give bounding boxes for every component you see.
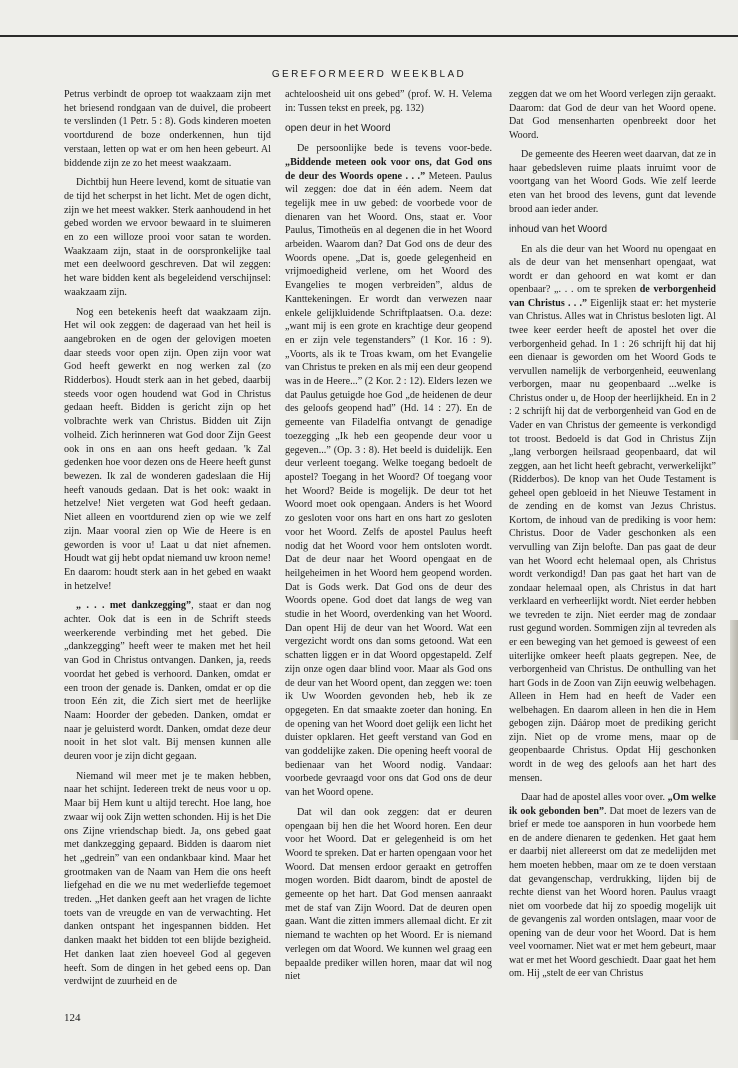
bold-quote: „Biddende meteen ook voor ons, dat God ons de deur des Woords opene . . .” bbox=[285, 156, 492, 182]
paragraph: De gemeente des Heeren weet daarvan, dat ze in haar gebedsleven ruime plaats inruimt voor de voortgang van het Woord Gods. Wie zelf leerde eten van het brood des levens, gunt dat levende brood aan ieder ander. bbox=[509, 149, 716, 215]
section-heading: inhoud van het Woord bbox=[509, 224, 608, 236]
paragraph-text: . Dat moet de lezers van de brief er mede toe aansporen in hun voorbede hem en de andere dienaren te gedenken. Het gaat hem er daarbij niet allereerst om dat ze medelijden met hem moeten hebben, maar om ze te doen verstaan dat gevangenschap, verdrukking, lijden bij de rechte dienst van het Woord horen. Paulus vraagt niet om voorbede dat hij zo spoedig mogelijk uit de gevangenis zal worden ontslagen, maar voor de opening van de deur voor het Woord. Dat is hem veel voornamer. Niet wat er met hem gebeurt, maar wat er met het Woord geschiedt. Daar gaat het hem om. Hij „stelt de eer van Christus bbox=[509, 805, 717, 980]
column-3 bbox=[509, 88, 716, 981]
paragraph bbox=[64, 599, 271, 763]
paragraph-text: Meteen. Paulus wil zeggen: doe dat in één adem. Neem dat tegelijk mee in uw gebed: de voorbede voor de dienaren van het Woord. Ons, staat er. Voor Paulus, Timotheüs en al degenen die in het Woord arbeiden. Waarom dan? Dat God ons de deur des Woords opene. „Dat is, goede gelegenheid en vrijmoedigheid verlene, om het Woord des Evangelies te mogen verbreiden”, aldus de Kanttekeningen. Er wordt dan verwezen naar enkele gelijkluidende Schriftplaatsen. O.a. deze: „want mij is een grote en krachtige deur geopend en er zijn vele tegenstanders” (1 Kor. 16 : 9). „Voorts, als ik te Troas kwam, om het Evangelie van Christus te preken en als mij een deur geopend was in de Heere...” (2 Kor. 2 : 12). Elders lezen we dat Paulus getuigde hoe God „de heidenen de deur des geloofs geopend had” (Hd. 14 : 27). En de gemeente van Filadelfia ontvangt de genadige toezegging „Ik heb een geopende deur voor u gegeven...” (Op. 3 : 8). Het beeld is duidelijk. Een deur verleent toegang. Welke toegang bedoelt de apostel? Toegang in het Woord? Of toegang voor het Woord? Beide is mogelijk. De deur tot het Woord moet ook opengaan. Anders is het Woord zo gesloten voor ons hart en ons hart zo gesloten voor het Woord. Zelfs de apostel Paulus heeft nodig dat het Woord voor hem ontsloten wordt. Dat de deur naar het Woord opengaat en de heilgeheimen in het Woord hem geopend worden. Dat is Gods werk. Dat God ons de deur des Woords opene. God doet dat langs de weg van studie in het Woord, overdenking van het Woord. Dan opent Hij de deur van het Woord. Wat een vergezicht wordt ons dan soms getoond. Wat een schatten liggen er in dat Woord opgestapeld. Zelf zijn onze ogen daar blind voor. Maar als God ons de deur van het Woord opent, dan zeggen we: toen ik Uw Woorden gevonden heb, heb ik ze opgegeten. En dat smaakte zoeter dan honing. En de opening van het Woord doet gelijk een licht het duister opklaren. Het geeft verstand van God en van goddelijke zaken. Die opening heeft vooral de bedienaar van het Woord nodig. Vandaar: voorbede gevraagd voor ons dat God ons de deur van het Woord opene. bbox=[285, 170, 492, 799]
paragraph: achteloosheid uit ons gebed” (prof. W. H. Velema in: Tussen tekst en preek, pg. 132) bbox=[285, 89, 492, 114]
paragraph: zeggen dat we om het Woord verlegen zijn geraakt. Daarom: dat God de deur van het Woord opene. Dat God mensenharten openbreekt door het Woord. bbox=[509, 89, 716, 141]
paragraph: Petrus verbindt de oproep tot waakzaam zijn met het briesend rondgaan van de duivel, die probeert te verslinden (1 Petr. 5 : 8). Gods kinderen moeten voortdurend de boze onderkennen, hun tijd verstaan, letten op wat er om hen heen gebeurt. Al biddende zijn ze zo het meest waakzaam. bbox=[64, 89, 271, 169]
column-2 bbox=[285, 88, 492, 984]
section-heading: open deur in het Woord bbox=[285, 123, 391, 135]
running-header: GEREFORMEERD WEEKBLAD bbox=[271, 69, 467, 80]
paragraph bbox=[509, 243, 716, 786]
top-rule bbox=[0, 35, 738, 37]
paragraph-text: De persoonlijke bede is tevens voor-bede. bbox=[297, 143, 492, 155]
paragraph bbox=[285, 142, 492, 800]
column-1 bbox=[64, 88, 271, 989]
paragraph: Niemand wil meer met je te maken hebben, naar het schijnt. Iedereen trekt de neus voor u op. Maar bij Hem kunt u altijd terecht. Hoe lang, hoe zwaar wij ook Zijn wetten schonden. Hij is het Die ons Zijne vriendschap biedt. Ja, ons gebed gaat met dankzegging gepaard. Bidden is daarom niet het „gedrein” van een ondankbaar kind. Maar het grootmaken van de Naam van Hem die ons heeft liefgehad en die we nu met wederliefde tegemoet treden. „Het danken geeft aan het vragen de lichte toets van de vreugde en van de verwachting. Het danken ontspant het ingespannen bidden. Het danken maakt het bidden tot een blijde bezigheid. Het danken laat zien hoeveel God al gegeven heeft. Som de dingen in het gebed eens op. Dan verdwijnt de zuurheid en de bbox=[64, 770, 271, 988]
paragraph-text: En als die deur van het Woord nu opengaat en als de deur van het mensenhart opengaat, wat wordt er dan gehoord en wat komt er dan openbaar? „. . . om te spreken bbox=[509, 243, 716, 296]
paragraph bbox=[509, 791, 716, 981]
paragraph-text: , staat er dan nog achter. Ook dat is een in de Schrift steeds weerkerende verbinding met het gebed. Die „dankzegging” heeft weer te maken met het heil van God in Christus ontvangen. Danken, ja, reeds voordat het gebed is verhoord. Danken, omdat er een troon der genade is. Danken, omdat er op die troon Eén zit, die Zich siert met de heerlijke Naam: Hoorder der gebeden. Danken, omdat er naar je geluisterd wordt. Danken, omdat deze deur nooit in het slot valt. Bij mensen kunnen alle deuren voor je zijn dicht gegaan. bbox=[64, 600, 271, 763]
paragraph-text: Daar had de apostel alles voor over. bbox=[521, 792, 668, 804]
page-number: 124 bbox=[64, 1012, 81, 1024]
paragraph-text: Eigenlijk staat er: het mysterie van Christus. Alles wat in Christus besloten ligt. Al twee keer eerder heeft de apostel het over die verborgenheid gehad. In 1 : 26 schrijft hij dat hij een dienaar is geworden om het Woord Gods te vervullen namelijk de verborgenheid, eeuwenlang verborgen, maar nu geopenbaard ...welke is Christus onder u, de Hoop der heerlijkheid. En in 2 : 2 schrijft hij dat de verborgenheid van God en de Vader en van Christus der gemeente is verkondigd tot troost. Bedoeld is dat God in Christus Zijn „lang verborgen heilsraad geopenbaard, dat wil zeggen, aan het licht heeft gebracht, verwerkelijkt” (Ridderbos). De knop van het Oude Testament is geheel open gebloeid in het Nieuwe Testament in de zending en de komst van Jezus Christus. Kortom, de inhoud van de prediking is voor hem: Christus. Door de Vader geschonken als een vervulling van Zijn belofte. Dan pas gaat de deur van het Woord echt helemaal open, als Christus wordt verkondigd! Dan pas gaat het hart van de zondaar helemaal open, als Christus in dat hart verklaard en verheerlijkt wordt. Niet eerder hebben we tevreden te zijn. Niet eerder mag de zondaar rust gegund worden. Sommigen zijn al tevreden als er een beweging van het gemoed is geweest of een uiterlijke omkeer heeft plaats gegrepen. Nee, de verborgenheid van Christus. De onthulling van het hart Gods in de Zoon van Zijn eeuwig welbehagen. Alleen in Hem had en heeft de Vader een welbehagen. En daarom alleen in hen die in Hem gebogen zijn. Dáárop moet de prediking gericht zijn. Niet op de vrome mens, maar op de geopenbaarde Christus. Opdat Hij geschonken wordt in de weg des geloofs aan het hart des mensen. bbox=[509, 297, 716, 784]
bold-lead: „ . . . met dankzegging” bbox=[76, 600, 192, 612]
paragraph: Nog een betekenis heeft dat waakzaam zijn. Het wil ook zeggen: de dageraad van het heil is aangebroken en de ogen der gelovigen moeten daar steeds voor open zijn. Open zijn voor wat God heeft gewerkt en nog werken zal (zo Ridderbos). Houdt sterk aan in het gebed, daarbij steeds voor ogen houdend wat God in Christus gedaan heeft. Bidden is gericht zijn op het volbrachte werk van Christus. Bidden uit Zijn volheid. Zich herinneren wat God door Zijn Geest ook in ons en aan ons heeft gedaan. 'k Zal gedenken hoe voor dezen ons de Heere heeft gunst bewezen. Ik zal de wonderen gadeslaan die Hij heeft vanouds gedaan. Dat is het ook: waakt in hetzelve! Niet vergeten wat God heeft gedaan. Niet alleen en voortdurend zien op wie we zelf zijn. Maar vooral zien op Wie de Heere is en geworden is voor u! Laat u dat niet afnemen. Houdt wat gij hebt opdat niemand uw kroon neme! En daarom: houdt sterk aan in het gebed en waakt in hetzelve! bbox=[64, 306, 271, 592]
paragraph: Dichtbij hun Heere levend, komt de situatie van de tijd het scherpst in het licht. Met de ogen dicht, zijn we het meest wakker. Sterk aanhoudend in het gebed worden we ervoor bewaard in te sluimeren en zo een willoze prooi voor satan te worden. Waakzaam zijn, staat in de oorspronkelijke taal met een deelwoord geschreven. Dat wil zeggen: het ware bidden kent als begeleidend verschijnsel: waakzaam zijn. bbox=[64, 177, 271, 298]
bold-quote: de verborgenheid van Christus . . .” bbox=[509, 284, 717, 309]
bold-quote: „Om welke ik ook gebonden ben” bbox=[509, 792, 716, 817]
page-edge-shadow bbox=[730, 620, 738, 740]
paragraph: Dat wil dan ook zeggen: dat er deuren opengaan bij hen die het Woord horen. Een deur voor het Woord. Dat er gelegenheid is om het Woord te spreken. Dat er harten opengaan voor het Woord. Dat mensen erdoor geraakt en getroffen mogen worden. Bidt daarom, bindt de apostel de gemeente op het hart. Dat God mensen aanraakt met de staf van Zijn Woord. Dat de deuren open gaan. Want die zitten immers allemaal dicht. Er zit niemand te wachten op het Woord. Er is niemand verlegen om dat Woord. We kunnen wel graag een bepaalde prediker willen horen, maar dat wil nog niet bbox=[285, 806, 492, 983]
